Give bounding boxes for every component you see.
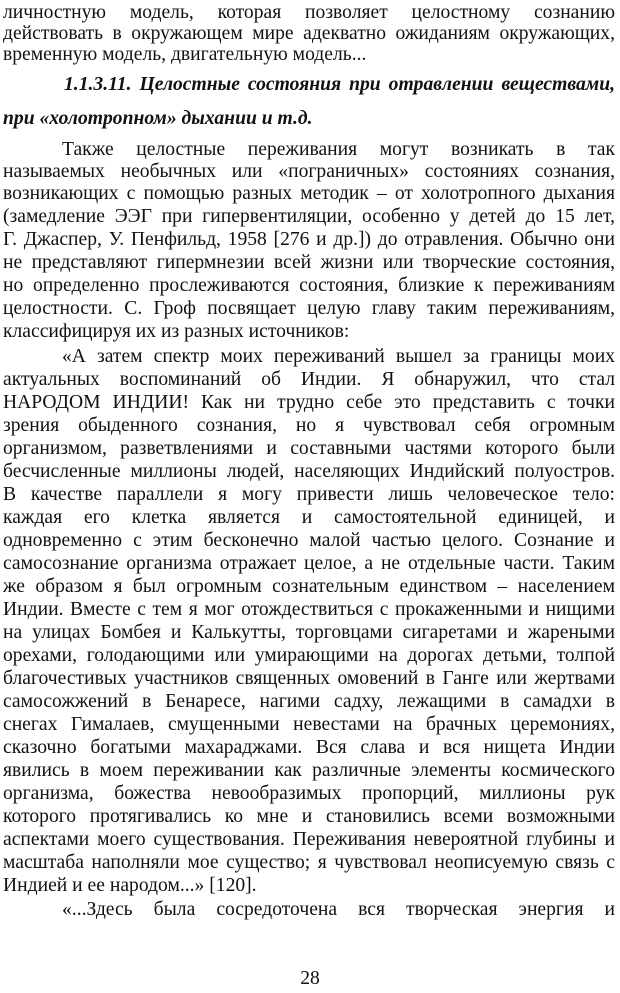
text-line: личностную модель, которая позволяет целостному сознанию bbox=[3, 2, 615, 23]
section-heading: при «холотропном» дыхании и т.д. bbox=[3, 108, 313, 129]
quote-line: орехами, голодающими или умирающими на дорогах детьми, толпой bbox=[3, 645, 615, 666]
quote-line: которого протягивались ко мне и становились всеми возможными bbox=[3, 806, 615, 827]
quote-line: масштаба наполняли мое существо; я чувствовал неописуемую связь с bbox=[3, 852, 615, 873]
quote-line: сказочно богатыми махараджами. Вся слава и вся нищета Индии bbox=[3, 737, 615, 758]
quote-line: организмом, разветвлениями и составными частями которого были bbox=[3, 438, 615, 459]
quote-line: самосознание организма отражает целое, а не отдельные части. Таким bbox=[3, 553, 615, 574]
text-line: называемых необычных или «пограничных» состояниях сознания, bbox=[3, 161, 615, 182]
quote-line: Индии. Вместе с тем я мог отождествиться с прокаженными и нищими bbox=[3, 599, 615, 620]
quote-line: «А затем спектр моих переживаний вышел за границы моих bbox=[62, 346, 615, 367]
page-number: 28 bbox=[300, 968, 320, 989]
quote-line: же образом я был огромным сознательным единством – населением bbox=[3, 576, 615, 597]
quote-line: НАРОДОМ ИНДИИ! Как ни трудно себе это представить с точки bbox=[3, 392, 615, 413]
quote-line: организма, божества невообразимых пропорций, миллионы рук bbox=[3, 783, 615, 804]
text-line: классифицируя их из разных источников: bbox=[3, 321, 350, 342]
text-line: действовать в окружающем мире адекватно ожиданиям окружающих, bbox=[3, 23, 615, 44]
text-line: целостности. С. Гроф посвящает целую главу таким переживаниям, bbox=[3, 298, 615, 319]
quote-line: бесчисленные миллионы людей, населяющих Индийский полуостров. bbox=[3, 461, 615, 482]
quote-line: В качестве параллели я могу привести лишь человеческое тело: bbox=[3, 484, 615, 505]
quote-line: явились в моем переживании как различные элементы космического bbox=[3, 760, 615, 781]
quote-line: зрения обыденного сознания, но я чувствовал себя огромным bbox=[3, 415, 615, 436]
quote-line: «...Здесь была сосредоточена вся творческая энергия и bbox=[62, 899, 615, 920]
text-line: Г. Джаспер, У. Пенфильд, 1958 [276 и др.]) до отравления. Обычно они bbox=[3, 229, 615, 250]
quote-line: Индией и ее народом...» [120]. bbox=[3, 875, 257, 896]
quote-line: снегах Гималаев, смущенными невестами на брачных церемониях, bbox=[3, 714, 615, 735]
text-line: возникающих с помощью разных методик – от холотропного дыхания bbox=[3, 183, 615, 204]
section-heading: 1.1.3.11. Целостные состояния при отравлении веществами, bbox=[64, 74, 615, 95]
text-line: но определенно прослеживаются состояния, близкие к переживаниям bbox=[3, 275, 615, 296]
text-line: Также целостные переживания могут возникать в так bbox=[62, 139, 615, 160]
quote-line: на улицах Бомбея и Калькутты, торговцами сигаретами и жареными bbox=[3, 622, 615, 643]
quote-line: одновременно с этим бесконечно малой частью целого. Сознание и bbox=[3, 530, 615, 551]
quote-line: самосожжений в Бенаресе, нагими садху, лежащими в самадхи в bbox=[3, 691, 615, 712]
quote-line: аспектами моего существования. Переживания невероятной глубины и bbox=[3, 829, 615, 850]
quote-line: актуальных воспоминаний об Индии. Я обнаружил, что стал bbox=[3, 369, 615, 390]
text-line: временную модель, двигательную модель... bbox=[3, 44, 367, 65]
text-line: не представляют гипермнезии всей жизни или творческие состояния, bbox=[3, 252, 615, 273]
text-line: (замедление ЭЭГ при гипервентиляции, особенно у детей до 15 лет, bbox=[3, 206, 615, 227]
quote-line: каждая его клетка является и самостоятельной единицей, и bbox=[3, 507, 615, 528]
quote-line: благочестивых участников священных омовений в Ганге или жертвами bbox=[3, 668, 615, 689]
